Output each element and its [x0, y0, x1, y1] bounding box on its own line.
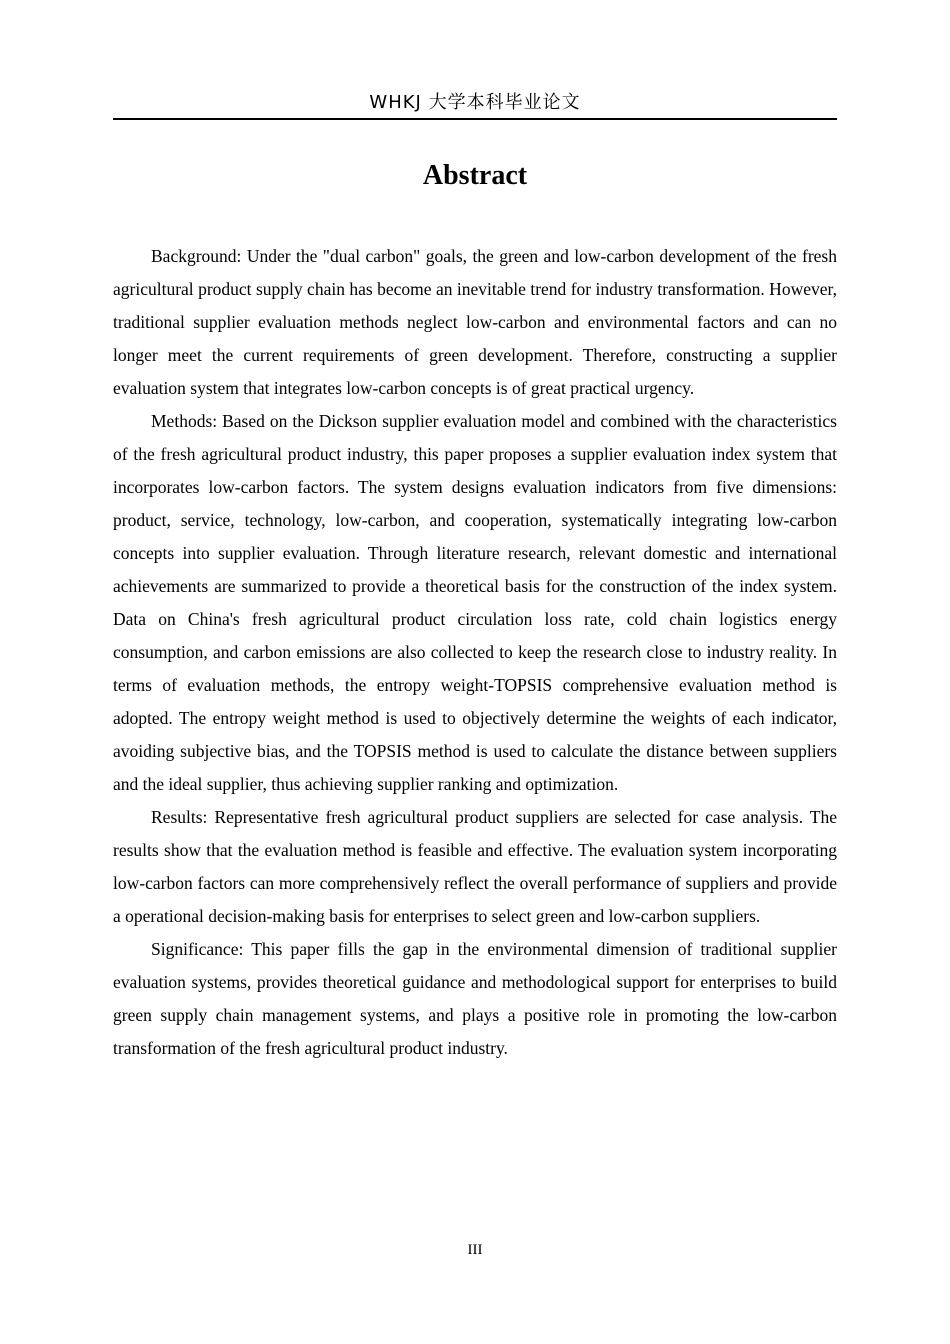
running-header: [113, 88, 837, 120]
abstract-body: [113, 240, 837, 1065]
paragraph-methods: Methods: Based on the Dickson supplier evaluation model and combined with the characteristics of the fresh agricultural product industry, this paper proposes a supplier evaluation index system that incorporates low-carbon factors. The system designs evaluation indicators from five dimensions: product, service, technology, low-carbon, and cooperation, systematically integrating low-carbon concepts into supplier evaluation. Through literature research, relevant domestic and international achievements are summarized to provide a theoretical basis for the construction of the index system. Data on China's fresh agricultural product circulation loss rate, cold chain logistics energy consumption, and carbon emissions are also collected to keep the research close to industry reality. In terms of evaluation methods, the entropy weight-TOPSIS comprehensive evaluation method is adopted. The entropy weight method is used to objectively determine the weights of each indicator, avoiding subjective bias, and the TOPSIS method is used to calculate the distance between suppliers and the ideal supplier, thus achieving supplier ranking and optimization.: [113, 411, 837, 794]
paragraph-results: Results: Representative fresh agricultural product suppliers are selected for case analysis. The results show that the evaluation method is feasible and effective. The evaluation system incorporating low-carbon factors can more comprehensively reflect the overall performance of suppliers and provide a operational decision-making basis for enterprises to select green and low-carbon suppliers.: [113, 807, 837, 926]
paragraph-background: Background: Under the "dual carbon" goals, the green and low-carbon development of the fresh agricultural product supply chain has become an inevitable trend for industry transformation. However, traditional supplier evaluation methods neglect low-carbon and environmental factors and can no longer meet the current requirements of green development. Therefore, constructing a supplier evaluation system that integrates low-carbon concepts is of great practical urgency.: [113, 246, 837, 398]
page-title: Abstract: [422, 160, 528, 191]
paragraph-significance: Significance: This paper fills the gap in the environmental dimension of traditional supplier evaluation systems, provides theoretical guidance and methodological support for enterprises to build green supply chain management systems, and plays a positive role in promoting the low-carbon transformation of the fresh agricultural product industry.: [113, 939, 837, 1058]
page-number: III: [467, 1242, 483, 1258]
header-title: WHKJ 大学本科毕业论文: [369, 92, 581, 113]
